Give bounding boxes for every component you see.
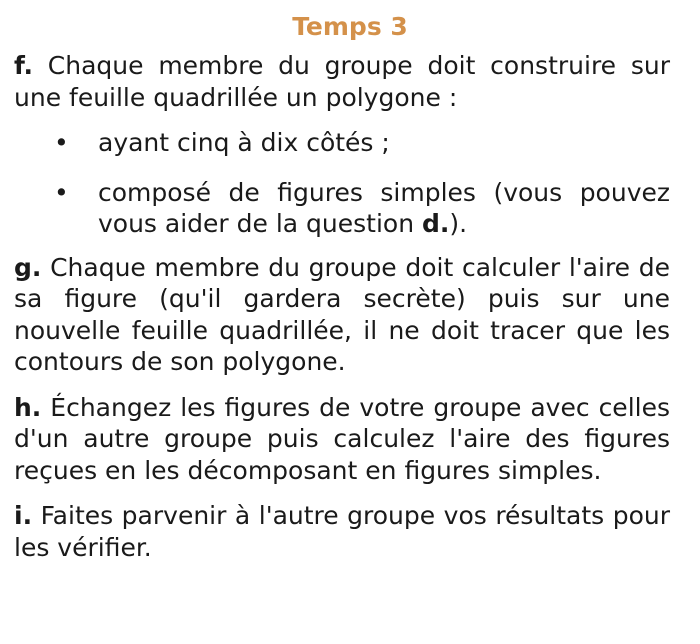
item-i xyxy=(14,500,670,563)
item-f-text: Chaque membre du groupe doit construire sur une feuille quadrillée un polygone : xyxy=(14,51,670,112)
item-f xyxy=(14,50,670,113)
bullet-item-2 xyxy=(14,177,670,240)
item-f-label: f. xyxy=(14,51,34,80)
bullet-item-2-after: ). xyxy=(449,209,468,238)
item-h-label: h. xyxy=(14,392,42,422)
bullet-dot: • xyxy=(54,177,69,207)
bullet-item-1-text: ayant cinq à dix côtés ; xyxy=(98,128,390,157)
item-h xyxy=(14,392,670,487)
item-g-text: Chaque membre du groupe doit calculer l'aire de sa figure (qu'il gardera secrète) puis sur une nouvelle feuille quadrillée, il ne doit tracer que les contours de son polygone. xyxy=(14,252,670,376)
item-i-text: Faites parvenir à l'autre groupe vos résultats pour les vérifier. xyxy=(14,501,670,562)
bullet-item-2-text: composé de figures simples (vous pouvez vous aider de la question xyxy=(98,177,670,238)
item-g-label: g. xyxy=(14,252,42,282)
bullet-item-1 xyxy=(14,127,670,159)
item-h-text: Échangez les figures de votre groupe avec celles d'un autre groupe puis calculez l'aire des figures reçues en les décomposant en figures simples. xyxy=(14,392,670,485)
item-g xyxy=(14,252,670,378)
bullet-item-2-ref: d. xyxy=(422,209,450,238)
section-title: Temps 3 xyxy=(292,12,408,41)
item-f-bullet-list xyxy=(14,127,670,240)
item-i-label: i. xyxy=(14,501,33,530)
bullet-dot: • xyxy=(54,128,69,157)
